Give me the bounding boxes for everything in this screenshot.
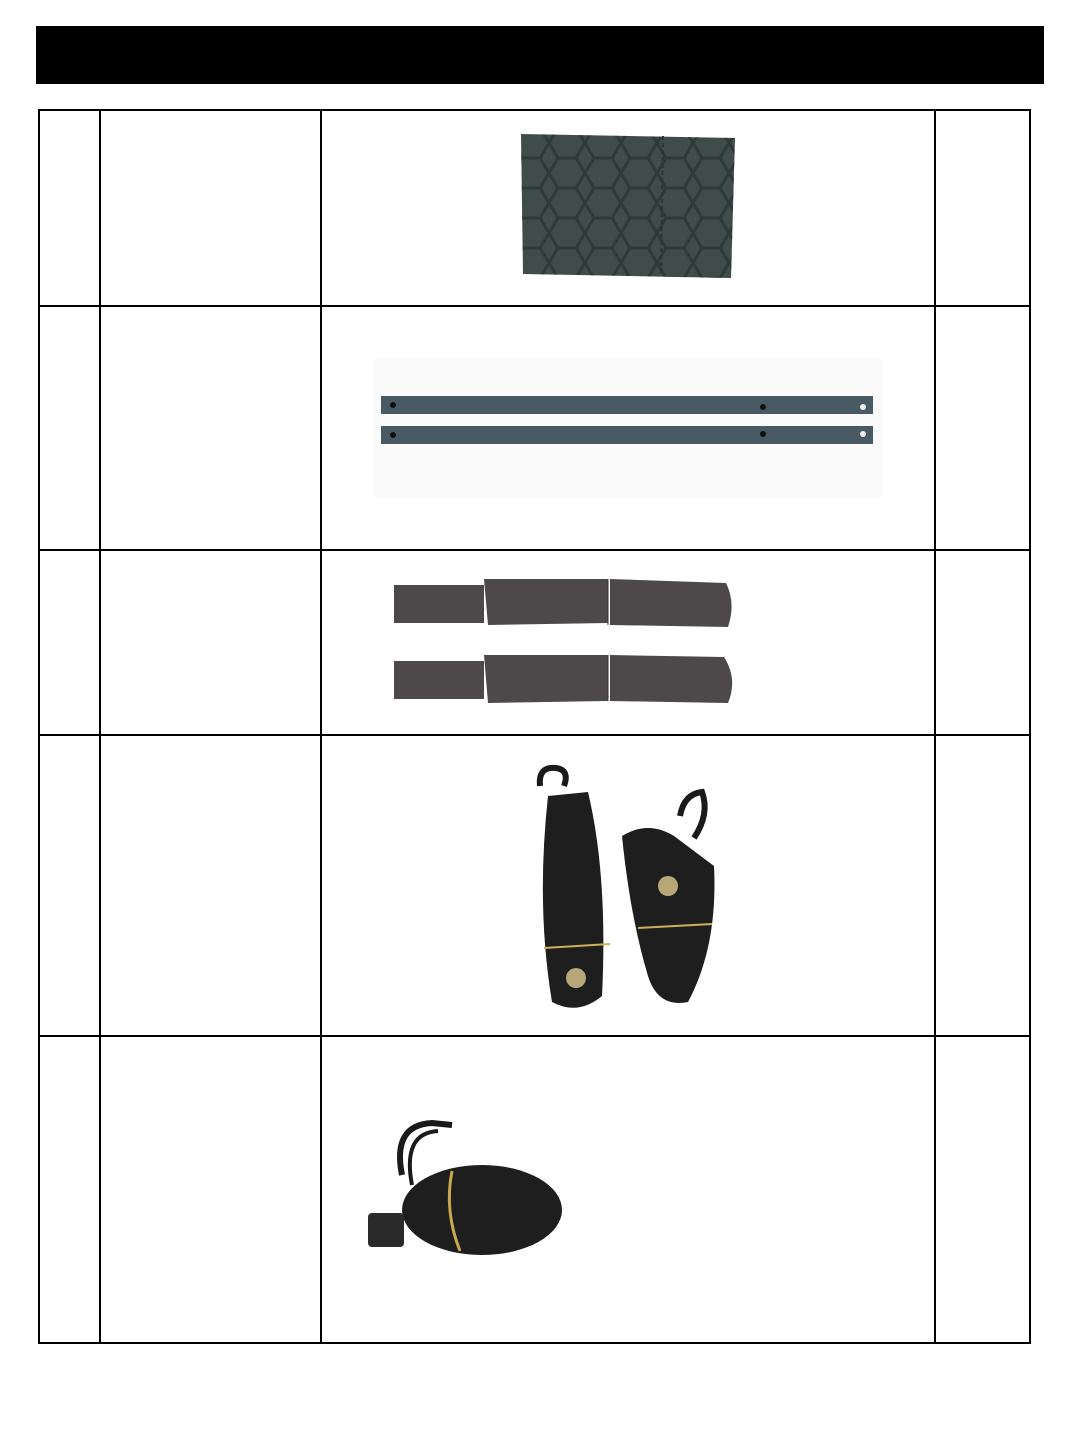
part-quantity <box>935 1036 1030 1343</box>
table-row <box>39 550 1030 735</box>
webbing-straps-icon <box>358 573 918 713</box>
part-number <box>39 1036 100 1343</box>
part-quantity <box>935 550 1030 735</box>
parts-table <box>38 109 1031 1344</box>
header-bar <box>36 26 1044 84</box>
ratchet-straps-icon <box>518 756 738 1016</box>
part-quantity <box>935 110 1030 306</box>
part-image-cell <box>321 306 935 550</box>
part-image-cell <box>321 735 935 1036</box>
part-number <box>39 110 100 306</box>
metal-bars-icon <box>373 358 883 498</box>
part-description <box>100 735 321 1036</box>
table-row <box>39 735 1030 1036</box>
table-row <box>39 110 1030 306</box>
part-description <box>100 550 321 735</box>
part-image-cell <box>321 1036 935 1343</box>
part-quantity <box>935 735 1030 1036</box>
part-number <box>39 735 100 1036</box>
part-image-cell <box>321 110 935 306</box>
part-number <box>39 550 100 735</box>
table-row <box>39 306 1030 550</box>
part-number <box>39 306 100 550</box>
table-row <box>39 1036 1030 1343</box>
part-description <box>100 306 321 550</box>
coiled-strap-hook-icon <box>352 1115 572 1265</box>
part-description <box>100 1036 321 1343</box>
storage-bag-icon <box>513 128 743 288</box>
part-quantity <box>935 306 1030 550</box>
part-image-cell <box>321 550 935 735</box>
part-description <box>100 110 321 306</box>
